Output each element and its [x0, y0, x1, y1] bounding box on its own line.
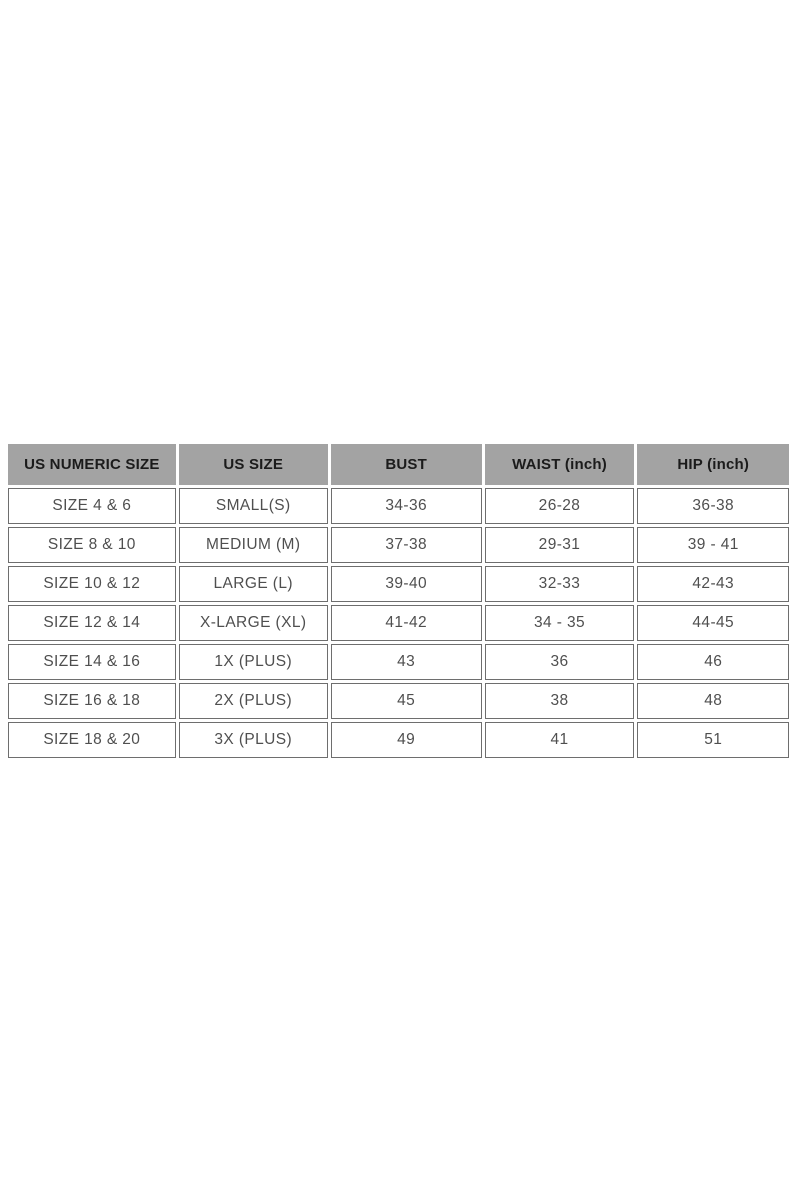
- cell-numeric-size: SIZE 8 & 10: [8, 527, 176, 563]
- cell-us-size: MEDIUM (M): [179, 527, 328, 563]
- cell-hip: 39 - 41: [637, 527, 789, 563]
- cell-hip: 48: [637, 683, 789, 719]
- header-bust: BUST: [331, 444, 482, 485]
- cell-numeric-size: SIZE 16 & 18: [8, 683, 176, 719]
- size-chart-header: [8, 444, 789, 485]
- cell-waist: 29-31: [485, 527, 635, 563]
- size-chart-table: [5, 441, 792, 761]
- size-chart-body: [8, 488, 789, 758]
- cell-bust: 49: [331, 722, 482, 758]
- header-waist: WAIST (inch): [485, 444, 635, 485]
- cell-bust: 39-40: [331, 566, 482, 602]
- cell-numeric-size: SIZE 14 & 16: [8, 644, 176, 680]
- cell-numeric-size: SIZE 18 & 20: [8, 722, 176, 758]
- cell-waist: 36: [485, 644, 635, 680]
- size-chart-container: [5, 441, 792, 761]
- table-row: [8, 566, 789, 602]
- header-hip: HIP (inch): [637, 444, 789, 485]
- cell-bust: 34-36: [331, 488, 482, 524]
- cell-bust: 41-42: [331, 605, 482, 641]
- cell-us-size: 2X (PLUS): [179, 683, 328, 719]
- header-row: [8, 444, 789, 485]
- cell-us-size: LARGE (L): [179, 566, 328, 602]
- header-us-size: US SIZE: [179, 444, 328, 485]
- cell-waist: 32-33: [485, 566, 635, 602]
- cell-bust: 43: [331, 644, 482, 680]
- cell-us-size: 3X (PLUS): [179, 722, 328, 758]
- cell-hip: 51: [637, 722, 789, 758]
- cell-bust: 45: [331, 683, 482, 719]
- cell-hip: 42-43: [637, 566, 789, 602]
- table-row: [8, 683, 789, 719]
- cell-hip: 36-38: [637, 488, 789, 524]
- table-row: [8, 488, 789, 524]
- table-row: [8, 605, 789, 641]
- cell-us-size: X-LARGE (XL): [179, 605, 328, 641]
- cell-waist: 34 - 35: [485, 605, 635, 641]
- cell-us-size: SMALL(S): [179, 488, 328, 524]
- cell-numeric-size: SIZE 4 & 6: [8, 488, 176, 524]
- cell-us-size: 1X (PLUS): [179, 644, 328, 680]
- cell-waist: 26-28: [485, 488, 635, 524]
- table-row: [8, 644, 789, 680]
- cell-waist: 38: [485, 683, 635, 719]
- table-row: [8, 722, 789, 758]
- cell-hip: 44-45: [637, 605, 789, 641]
- cell-waist: 41: [485, 722, 635, 758]
- table-row: [8, 527, 789, 563]
- cell-bust: 37-38: [331, 527, 482, 563]
- cell-hip: 46: [637, 644, 789, 680]
- header-us-numeric-size: US NUMERIC SIZE: [8, 444, 176, 485]
- cell-numeric-size: SIZE 10 & 12: [8, 566, 176, 602]
- cell-numeric-size: SIZE 12 & 14: [8, 605, 176, 641]
